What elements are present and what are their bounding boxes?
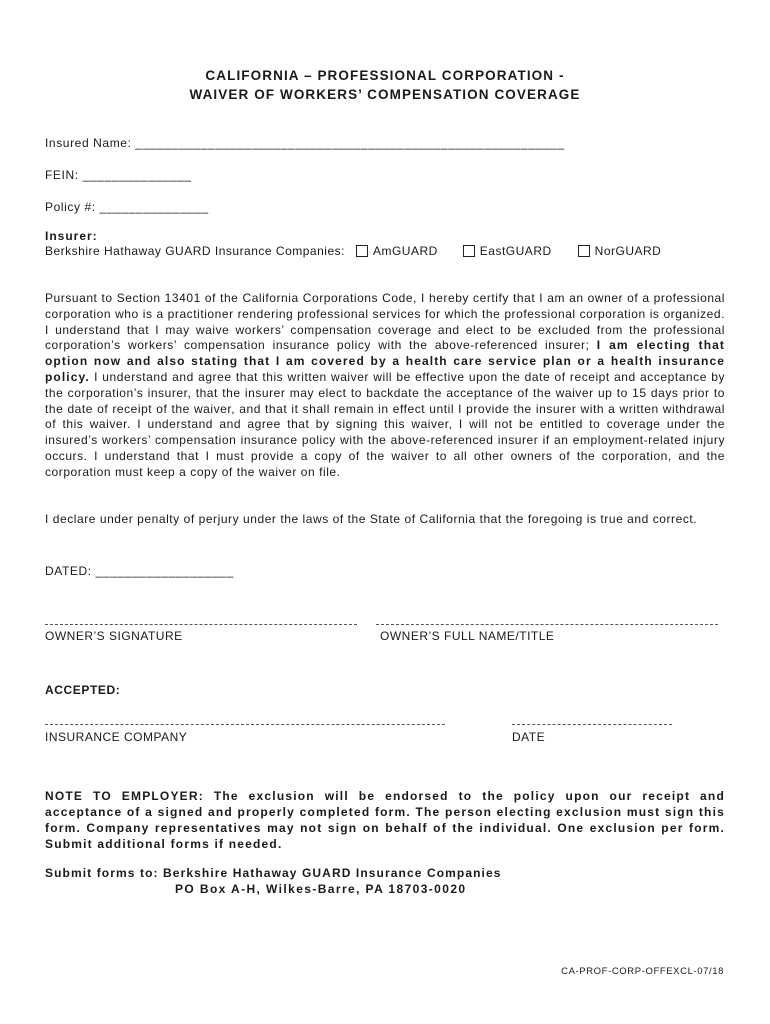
note-to-employer: NOTE TO EMPLOYER: The exclusion will be endorsed to the policy upon our receipt and acceptance of a signed and properly completed form. The person electing exclusion must sign this form. Company representatives may not sign on behalf of the individual. One exclusion per form. Submit additional forms if needed. xyxy=(45,789,725,851)
form-title-line2: WAIVER OF WORKERS’ COMPENSATION COVERAGE xyxy=(189,87,581,102)
insured-name-field[interactable]: Insured Name: ___________________________________________________________ xyxy=(45,136,565,150)
accepted-label: ACCEPTED: xyxy=(45,683,121,697)
insurance-company-label: INSURANCE COMPANY xyxy=(45,730,188,744)
insurance-company-line[interactable] xyxy=(45,724,445,725)
form-title-line1: CALIFORNIA – PROFESSIONAL CORPORATION - xyxy=(205,68,565,83)
waiver-body-paragraph xyxy=(45,291,725,481)
eastguard-label: EastGUARD xyxy=(479,244,552,258)
declaration-paragraph: I declare under penalty of perjury under the laws of the State of California that the foregoing is true and correct. xyxy=(45,512,698,526)
waiver-body-part2: I understand and agree that this written waiver will be effective upon the date of receipt and acceptance by the corporation’s insurer, that the insurer may elect to backdate the acceptance of the waiver up to 15 days prior to the date of receipt of the waiver, and that it shall remain in effect until I provide the insurer with a written withdrawal of this waiver. I understand and agree that by signing this waiver, I will not be entitled to coverage under the insured’s workers’ compensation insurance policy with the above-referenced insurer if an employment-related injury occurs. I understand that I must provide a copy of the waiver to all other owners of the corporation, and the corporation must keep a copy of the waiver on file. xyxy=(45,369,725,479)
submit-forms-line: Submit forms to: Berkshire Hathaway GUARD Insurance Companies xyxy=(45,866,502,880)
eastguard-option[interactable] xyxy=(463,244,552,258)
accepted-date-line[interactable] xyxy=(512,724,672,725)
norguard-option[interactable] xyxy=(578,244,662,258)
amguard-option[interactable] xyxy=(356,244,438,258)
owner-signature-line[interactable] xyxy=(45,624,357,625)
owner-signature-label: OWNER’S SIGNATURE xyxy=(45,629,183,643)
policy-number-field[interactable]: Policy #: _______________ xyxy=(45,200,209,214)
waiver-body-bold: I am electing that option now and also stating that I am covered by a health care service plan or a health insurance policy. xyxy=(45,338,726,384)
waiver-body-part1: Pursuant to Section 13401 of the California Corporations Code, I hereby certify that I am an owner of a professional corporation who is a practitioner rendering professional services for which the professional corporation is organized. I understand that I may waive workers’ compensation coverage and elect to be excluded from the professional corporation’s workers’ compensation insurance policy with the above-referenced insurer; xyxy=(45,291,725,353)
norguard-checkbox[interactable] xyxy=(578,245,590,257)
eastguard-checkbox[interactable] xyxy=(463,245,475,257)
owner-name-line[interactable] xyxy=(376,624,718,625)
submit-address-line: PO Box A-H, Wilkes-Barre, PA 18703-0020 xyxy=(175,882,467,896)
accepted-date-label: DATE xyxy=(512,730,546,744)
insurer-row xyxy=(45,244,661,258)
form-code: CA-PROF-CORP-OFFEXCL-07/18 xyxy=(561,966,724,977)
insurer-companies-label: Berkshire Hathaway GUARD Insurance Companies: xyxy=(45,244,345,258)
norguard-label: NorGUARD xyxy=(594,244,662,258)
dated-field[interactable]: DATED: ___________________ xyxy=(45,564,234,578)
fein-field[interactable]: FEIN: _______________ xyxy=(45,168,192,182)
owner-name-label: OWNER’S FULL NAME/TITLE xyxy=(380,629,555,643)
amguard-checkbox[interactable] xyxy=(356,245,368,257)
amguard-label: AmGUARD xyxy=(372,244,438,258)
insurer-heading: Insurer: xyxy=(45,229,98,243)
